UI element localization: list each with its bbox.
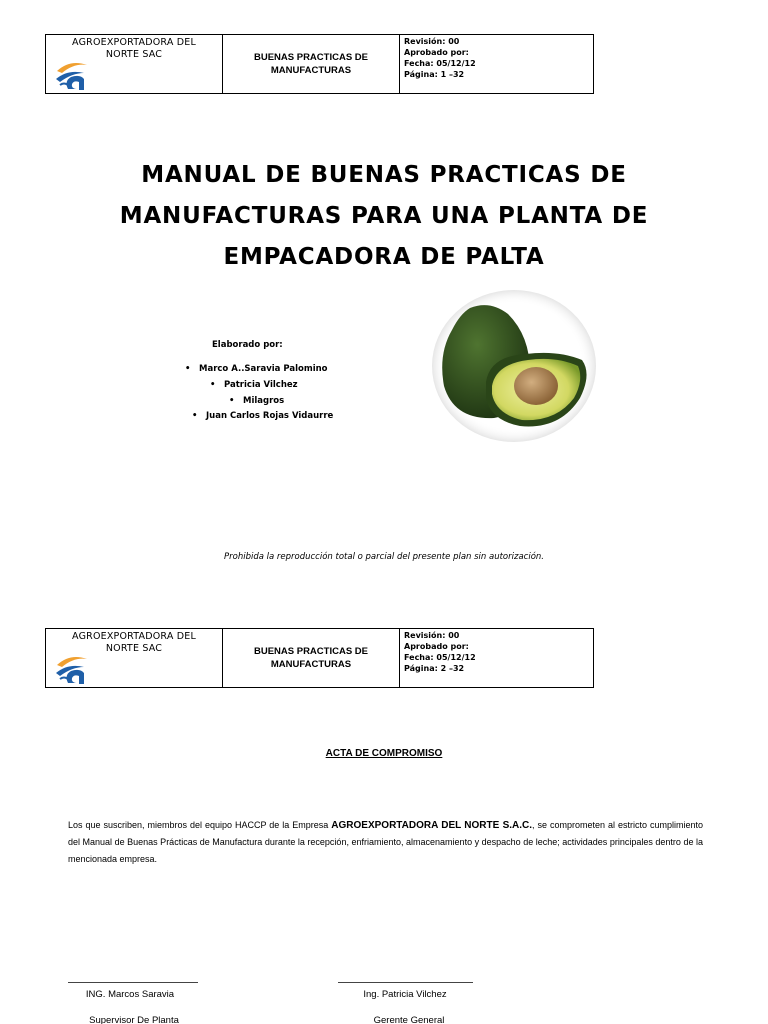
main-title (60, 155, 708, 278)
company-line-2: NORTE SAC (105, 643, 163, 654)
fecha-text: Fecha: 05/12/12 (404, 59, 476, 68)
revision-text: Revisión: 00 (404, 37, 460, 46)
company-line-2: NORTE SAC (105, 49, 163, 60)
page-header-2 (45, 628, 594, 688)
author-name: Marco A..Saravia Palomino (199, 364, 328, 374)
signature-name: Ing. Patricia Vilchez (363, 989, 447, 1000)
paragraph-part-2: , se comprometen al estricto cumplimiento del Manual de Buenas Prácticas de Manufactura durante la recepción, enfriamiento, almacenamiento y despacho de leche; actividades principales dentro de la mencionada empresa. (68, 820, 703, 864)
main-title-line-3: EMPACADORA DE PALTA (223, 244, 545, 270)
doc-title-line-1: BUENAS PRACTICAS DE (253, 646, 368, 657)
prohibida-notice: Prohibida la reproducción total o parcial del presente plan sin autorización. (224, 552, 544, 562)
signature-name: ING. Marcos Saravia (85, 989, 175, 1000)
header-company-cell (46, 629, 223, 687)
paragraph-company: AGROEXPORTADORA DEL NORTE S.A.C. (331, 820, 533, 831)
pagina-text: Página: 1 –32 (404, 70, 465, 79)
commitment-paragraph (68, 817, 703, 868)
company-logo-icon (54, 649, 90, 685)
bullet-icon: • (210, 380, 216, 390)
main-title-line-1: MANUAL DE BUENAS PRACTICAS DE (141, 162, 627, 188)
pagina-text: Página: 2 –32 (404, 664, 465, 673)
page-header-1 (45, 34, 594, 94)
bullet-icon: • (185, 364, 191, 374)
header-meta-cell (400, 629, 593, 687)
paragraph-part-1: Los que suscriben, miembros del equipo HACCP de la Empresa (68, 820, 332, 830)
author-name: Milagros (243, 396, 285, 406)
header-meta-cell (400, 35, 593, 93)
author-item (229, 396, 284, 406)
avocado-image (430, 290, 598, 442)
elaborado-label: Elaborado por: (212, 340, 283, 350)
author-item (185, 364, 328, 374)
revision-text: Revisión: 00 (404, 631, 460, 640)
bullet-icon: • (229, 396, 235, 406)
fecha-text: Fecha: 05/12/12 (404, 653, 476, 662)
header-doc-title (254, 645, 368, 671)
signature-role: Gerente General (373, 1015, 445, 1024)
company-logo-icon (54, 55, 90, 91)
doc-title-line-2: MANUFACTURAS (270, 659, 352, 670)
doc-title-line-1: BUENAS PRACTICAS DE (253, 52, 368, 63)
signature-line (338, 982, 473, 983)
company-line-1: AGROEXPORTADORA DEL (72, 37, 196, 48)
bullet-icon: • (192, 411, 198, 421)
doc-title-line-2: MANUFACTURAS (270, 65, 352, 76)
aprobado-text: Aprobado por: (404, 642, 469, 651)
main-title-line-2: MANUFACTURAS PARA UNA PLANTA DE (119, 203, 649, 229)
header-title-cell (223, 629, 400, 687)
signature-line (68, 982, 198, 983)
author-name: Juan Carlos Rojas Vidaurre (206, 411, 334, 421)
author-item (210, 380, 298, 390)
author-name: Patricia Vilchez (224, 380, 298, 390)
header-company-cell (46, 35, 223, 93)
acta-title: ACTA DE COMPROMISO (325, 748, 443, 759)
header-title-cell (223, 35, 400, 93)
aprobado-text: Aprobado por: (404, 48, 469, 57)
author-item (192, 411, 333, 421)
header-doc-title (254, 51, 368, 77)
company-line-1: AGROEXPORTADORA DEL (72, 631, 196, 642)
signature-role: Supervisor De Planta (89, 1015, 179, 1024)
